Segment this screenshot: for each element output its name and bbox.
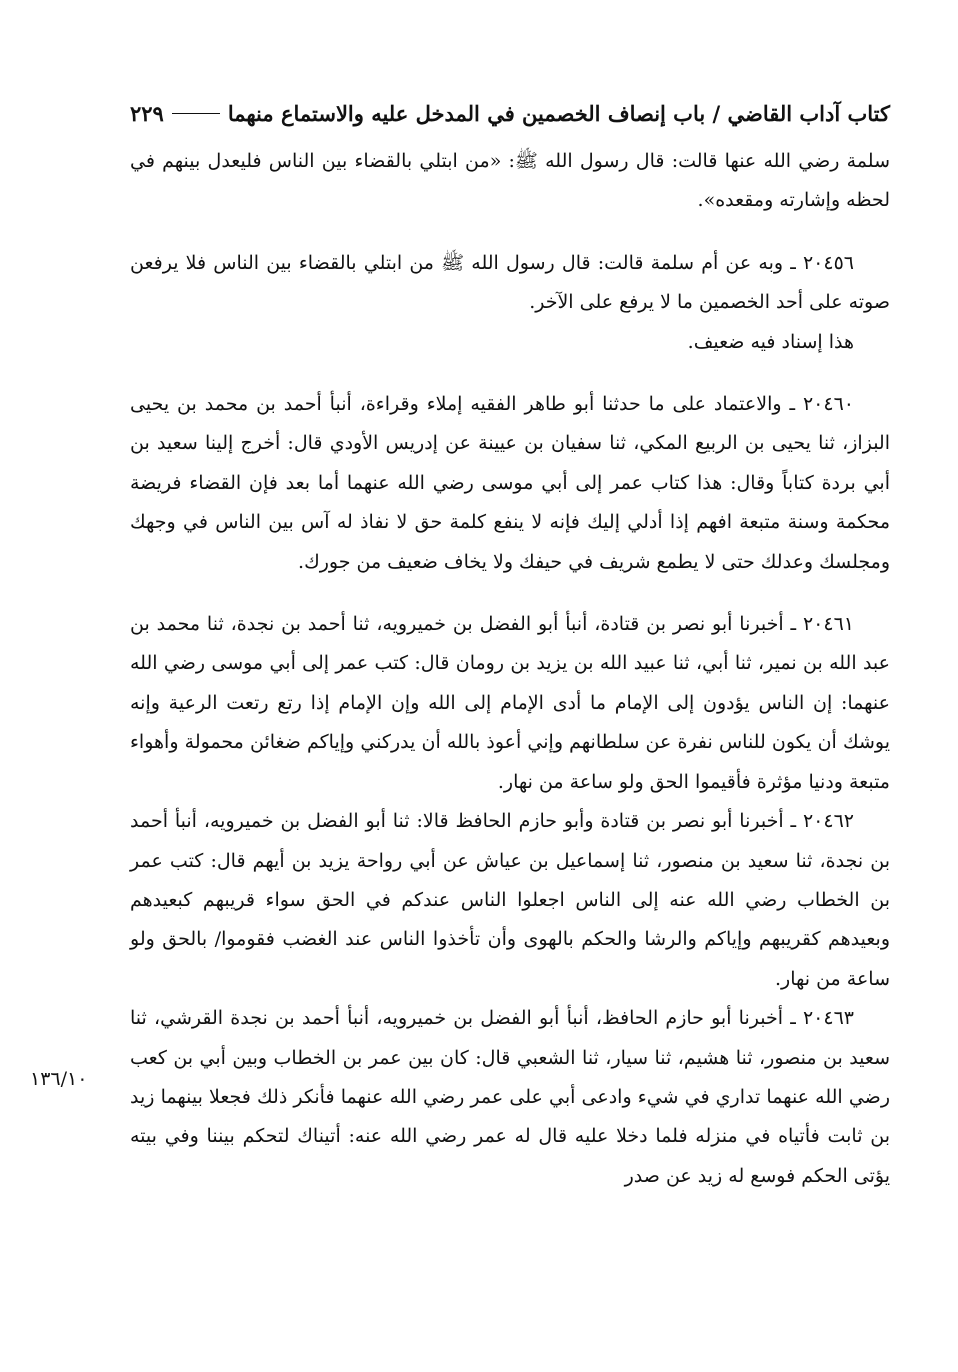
margin-volume-page-note: ١٣٦/١٠	[30, 1068, 88, 1090]
page-number: ٢٢٩	[130, 100, 164, 126]
hadith-20456: ٢٠٤٥٦ ـ وبه عن أم سلمة قالت: قال رسول الله ﷺ من ابتلي بالقضاء بين الناس فلا يرفعن صوته على أحد الخصمين ما لا يرفع على الآخر.	[130, 251, 890, 314]
isnad-note: هذا إسناد فيه ضعيف.	[687, 330, 854, 353]
header-title: كتاب آداب القاضي / باب إنصاف الخصمين في المدخل عليه والاستماع منهما	[227, 100, 890, 126]
hadith-20460: ٢٠٤٦٠ ـ والاعتماد على ما حدثنا أبو طاهر الفقيه إملاء وقراءة، أنبأ أحمد بن محمد بن يحيى البزاز، ثنا يحيى بن الربيع المكي، ثنا سفيان بن عيينة عن إدريس الأودي قال: أخرج إلينا سعيد بن أبي بردة كتاباً وقال: هذا كتاب عمر إلى أبي موسى رضي الله عنهما أما بعد فإن القضاء فريضة محكمة وسنة متبعة افهم إذا أدلي إليك فإنه لا ينفع كلمة حق لا نفاذ له آس بين الناس في وجهك ومجلسك وعدلك حتى لا يطمع شريف في حيفك ولا يخاف ضعيف من جورك.	[130, 393, 890, 573]
hadith-20461: ٢٠٤٦١ ـ أخبرنا أبو نصر بن قتادة، أنبأ أبو الفضل بن خميرويه، ثنا أحمد بن نجدة، ثنا محمد بن عبد الله بن نمير، ثنا أبي، ثنا عبيد الله بن يزيد بن رومان قال: كتب عمر إلى أبي موسى رضي الله عنهما: إن الناس يؤدون إلى الإمام ما أدى الإمام إلى الله وإن الإمام إذا رتع رتعت الرعية وإنه يوشك أن يكون للناس نفرة عن سلطانهم وإني أعوذ بالله أن يدركني وإياكم ضغائن محمولة وأهواء متبعة ودنيا مؤثرة فأقيموا الحق ولو ساعة من نهار.	[130, 613, 890, 793]
paragraph-gap	[130, 221, 890, 244]
running-header	[130, 96, 890, 130]
hadith-20463: ٢٠٤٦٣ ـ أخبرنا أبو حازم الحافظ، أنبأ أبو الفضل بن خميرويه، أنبأ أحمد بن نجدة القرشي، ثنا سعيد بن منصور، ثنا هشيم، ثنا سيار، ثنا الشعبي قال: كان بين عمر بن الخطاب وبين أبي بن كعب رضي الله عنهما تداري في شيء وادعى أبي على عمر رضي الله عنهما فأنكر ذلك فجعلا بينهما زيد بن ثابت فأتياه في منزله فلما دخلا عليه قال له عمر رضي الله عنه: أتيناك لتحكم بيننا وفي بيته يؤتى الحكم فوسع له زيد عن صدر	[130, 1007, 890, 1187]
hadith-20462: ٢٠٤٦٢ ـ أخبرنا أبو نصر بن قتادة وأبو حازم الحافظ قالا: ثنا أبو الفضل بن خميرويه، أنبأ أحمد بن نجدة، ثنا سعيد بن منصور، ثنا إسماعيل بن عياش عن أبي رواحة يزيد بن أيهم قال: كتب عمر بن الخطاب رضي الله عنه إلى الناس اجعلوا الناس عندكم في الحق سواء قريبهم كبعيدهم وبعيدهم كقريبهم وإياكم والرشا والحكم بالهوى وأن تأخذوا الناس عند الغضب فقوموا/ بالحق ولو ساعة من نهار.	[130, 810, 890, 990]
body-text	[130, 142, 890, 1196]
paragraph-continuation: سلمة رضي الله عنها قالت: قال رسول الله ﷺ: «من ابتلي بالقضاء بين الناس فليعدل بينهم في لحظه وإشارته ومقعده».	[130, 150, 890, 212]
paragraph-gap	[130, 362, 890, 385]
paragraph-gap	[130, 582, 890, 605]
header-rule	[172, 113, 220, 114]
